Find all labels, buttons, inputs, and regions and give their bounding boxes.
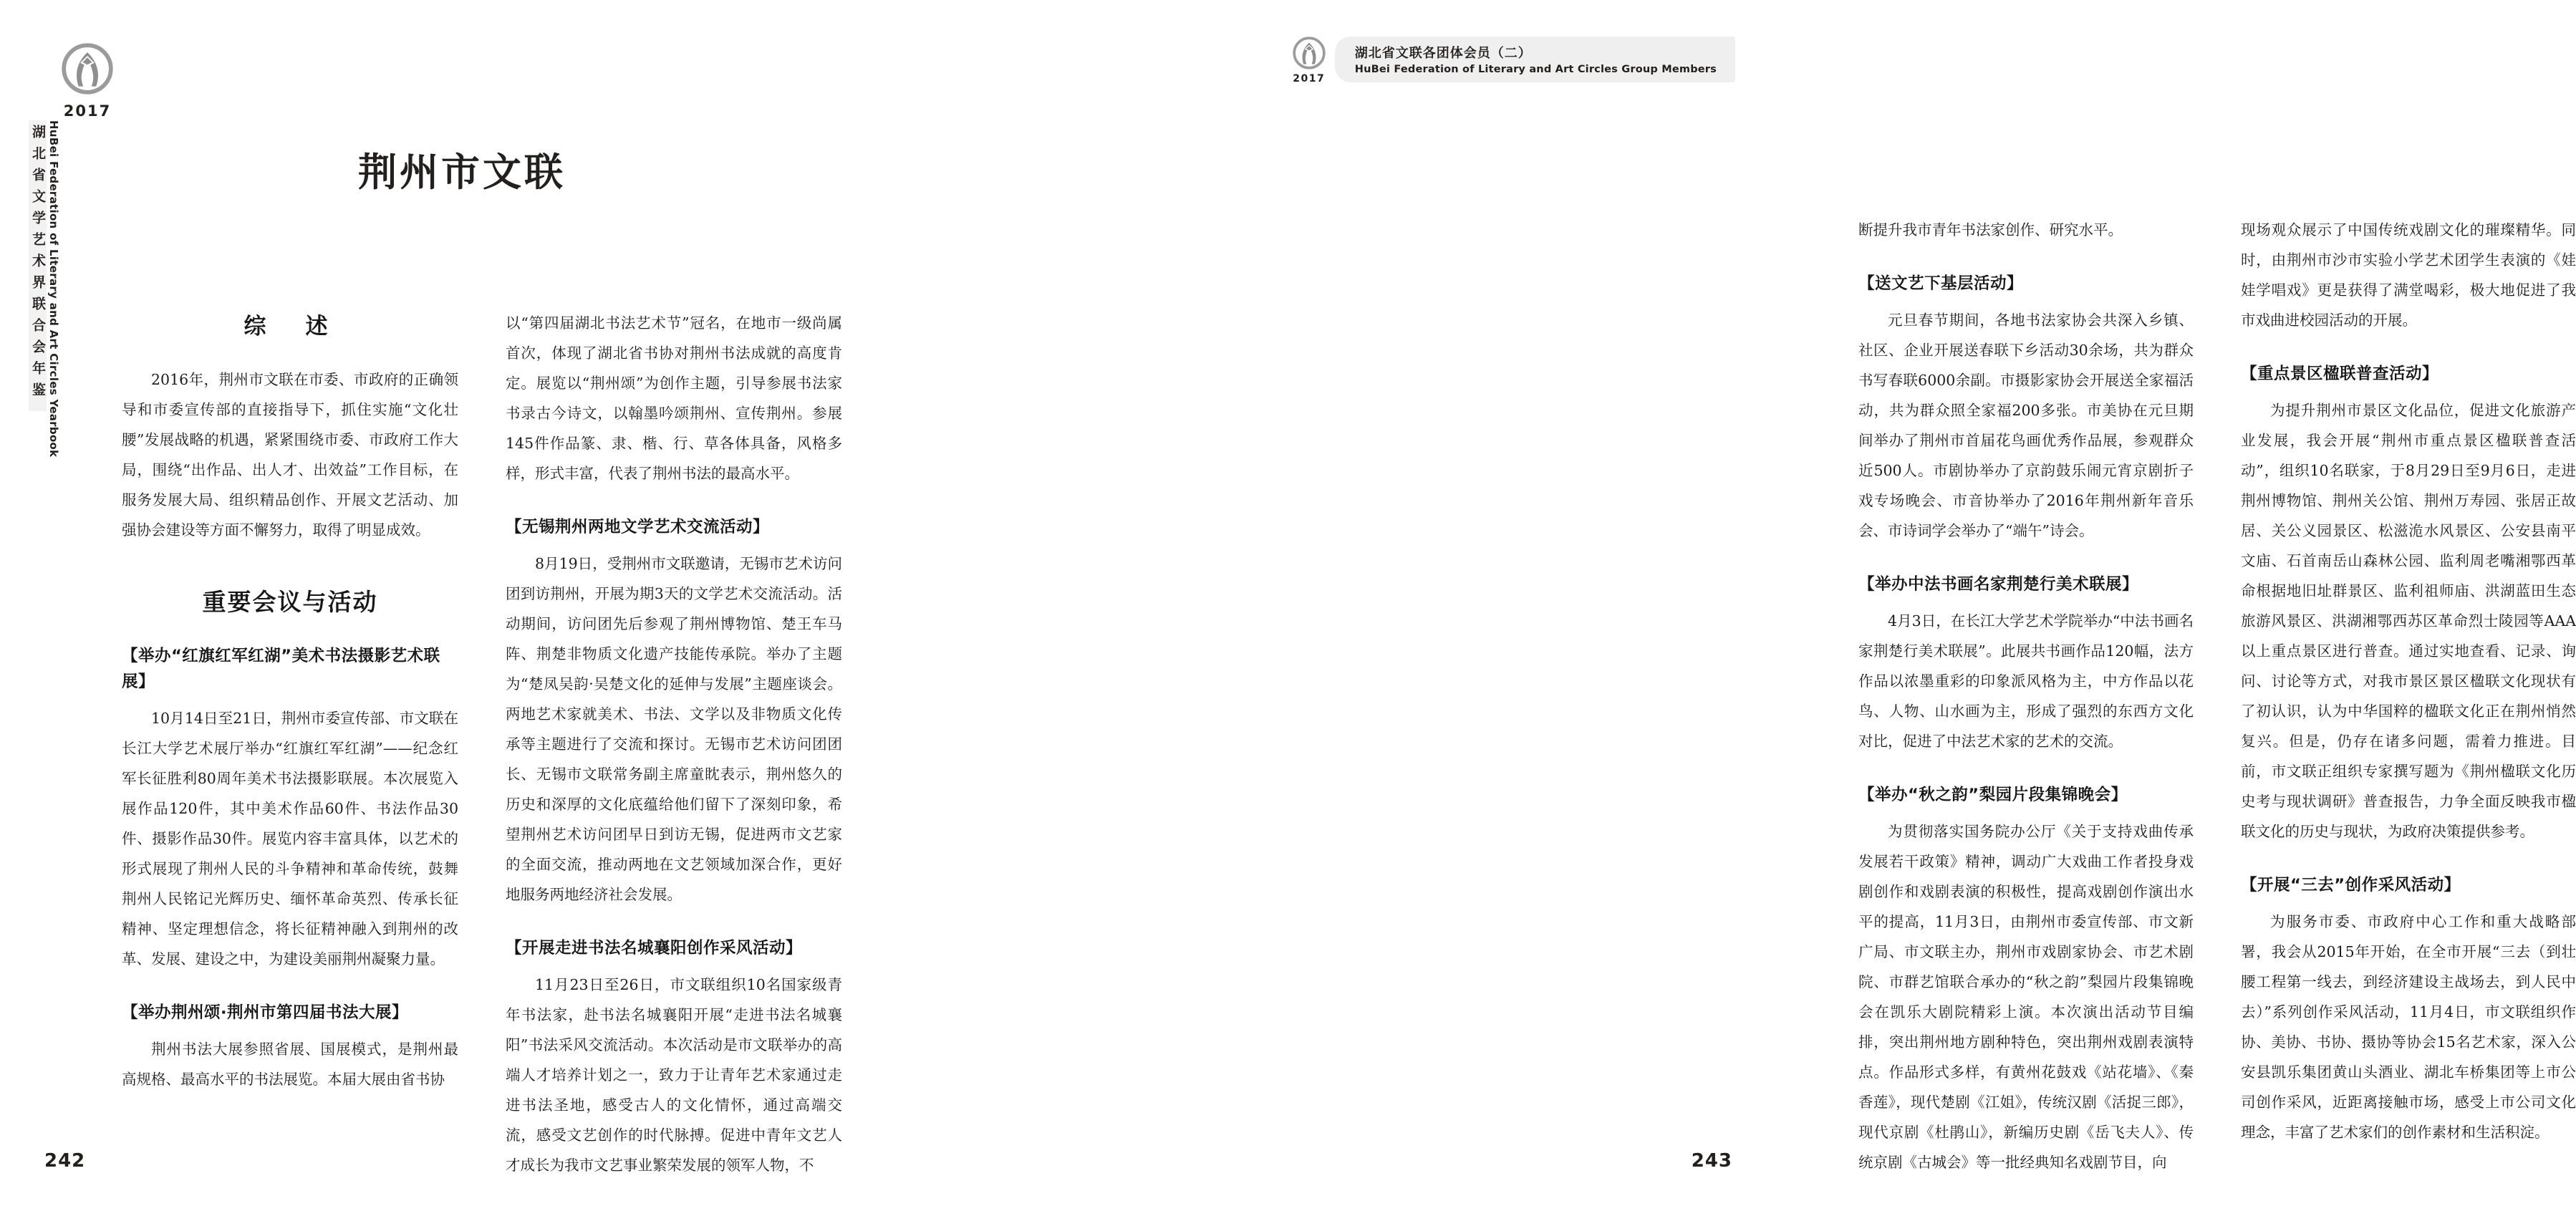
federation-emblem-icon-small — [1291, 34, 1328, 72]
series-title-cn: 湖北省文学艺术界联合会年鉴 — [29, 120, 47, 411]
right-page-columns — [1858, 215, 2576, 1177]
column-left-1 — [122, 308, 458, 1180]
heading-three-gos-campaign: 【开展“三去”创作采风活动】 — [2241, 876, 2461, 894]
running-head-title-en: HuBei Federation of Literary and Art Circles Group Members — [1354, 64, 1717, 75]
folio-page-number-right: 243 — [1691, 1150, 1732, 1172]
masthead-logo — [44, 39, 130, 120]
heading-overview: 综 述 — [243, 314, 337, 339]
heading-couplet-survey: 【重点景区楹联普查活动】 — [2241, 365, 2439, 383]
heading-wuxi-exchange: 【无锡荆州两地文学艺术交流活动】 — [506, 518, 770, 536]
paragraph-autumn-rhyme-continued: 现场观众展示了中国传统戏剧文化的璀璨精华。同时，由荆州市沙市实验小学艺术团学生表演的《娃娃学唱戏》更是获得了满堂喝彩，极大地促进了我市戏曲进校园活动的开展。 — [2241, 221, 2576, 329]
heading-xiangyang-trip: 【开展走进书法名城襄阳创作采风活动】 — [506, 939, 803, 957]
column-right-1 — [1858, 215, 2194, 1177]
paragraph-grassroots-arts: 元旦春节期间，各地书法家协会共深入乡镇、社区、企业开展送春联下乡活动30余场，共为群众书写春联6000余副。市摄影家协会开展送全家福活动，共为群众照全家福200多张。市美协在元旦期间举办了荆州市首届花鸟画优秀作品展，参观群众近500人。市剧协举办了京韵鼓乐闹元宵京剧折子戏专场晚会、市音协举办了2016年荆州新年音乐会、市诗词学会举办了“端午”诗会。 — [1858, 312, 2194, 539]
paragraph-xiangyang-trip: 11月23日至26日，市文联组织10名国家级青年书法家，赴书法名城襄阳开展“走进书法名城襄阳”书法采风交流活动。本次活动是市文联举办的高端人才培养计划之一，致力于让青年艺术家通过走进书法圣地，感受古人的文化情怀，通过高端交流，感受文艺创作的时代脉搏。促进中青年文艺人才成长为我市文艺事业繁荣发展的领军人物，不 — [506, 976, 842, 1174]
paragraph-autumn-rhyme-gala: 为贯彻落实国务院办公厅《关于支持戏曲传承发展若干政策》精神，调动广大戏曲工作者投身戏剧创作和戏剧表演的积极性，提高戏剧创作演出水平的提高，11月3日，由荆州市委宣传部、市文新广局、市文联主办，荆州市戏剧家协会、市艺术剧院、市群艺馆联合承办的“秋之韵”梨园片段集锦晚会在凯乐大剧院精彩上演。本次演出活动节目编排，突出荆州地方剧种特色，突出荆州戏剧表演特点。作品形式多样，有黄州花鼓戏《站花墙》、《秦香莲》，现代楚剧《江姐》，传统汉剧《活捉三郎》，现代京剧《杜鹃山》，新编历史剧《岳飞夫人》、传统京剧《古城会》等一批经典知名戏剧节目，向 — [1858, 823, 2194, 1171]
paragraph-sino-french-exhibition: 4月3日，在长江大学艺术学院举办“中法书画名家荆楚行美术联展”。此展共书画作品120幅，法方作品以浓墨重彩的印象派风格为主，中方作品以花鸟、人物、山水画为主，形成了强烈的东西方文化对比，促进了中法艺术家的艺术的交流。 — [1858, 612, 2194, 750]
federation-emblem-icon — [58, 39, 117, 98]
column-left-2 — [506, 308, 842, 1180]
column-right-2 — [2241, 215, 2576, 1177]
page-left — [0, 0, 888, 1206]
paragraph-xiangyang-continued: 断提升我市青年书法家创作、研究水平。 — [1858, 221, 2123, 238]
heading-major-activities: 重要会议与活动 — [202, 588, 378, 616]
paragraph-three-gos-campaign: 为服务市委、市政府中心工作和重大战略部署，我会从2015年开始，在全市开展“三去（到壮腰工程第一线去，到经济建设主战场去，到人民中去）”系列创作采风活动，11月4日，市文联组织作协、美协、书协、摄协等协会15名艺术家，深入公安县凯乐集团黄山头酒业、湖北车桥集团等上市公司创作采风，近距离接触市场，感受上市公司文化理念，丰富了艺术家们的创作素材和生活积淀。 — [2241, 913, 2576, 1141]
paragraph-overview: 2016年，荆州市文联在市委、市政府的正确领导和市委宣传部的直接指导下，抓住实施“文化壮腰”发展战略的机遇，紧紧围绕市委、市政府工作大局，围绕“出作品、出人才、出效益”工作目标，在服务发展大局、组织精品创作、开展文艺活动、加强协会建设等方面不懈努力，取得了明显成效。 — [122, 371, 458, 539]
paragraph-jingzhou-ode-continued: 以“第四届湖北书法艺术节”冠名，在地市一级尚属首次，体现了湖北省书协对荆州书法成就的高度肯定。展览以“荆州颂”为创作主题，引导参展书法家书录古今诗文，以翰墨吟颂荆州、宣传荆州。参展145件作品篆、隶、楷、行、草各体具备，风格多样，形式丰富，代表了荆州书法的最高水平。 — [506, 314, 842, 482]
heading-jingzhou-ode-exhibition: 【举办荆州颂·荆州市第四届书法大展】 — [122, 1003, 409, 1022]
series-title-en: HuBei Federation of Literary and Art Circles Yearbook — [47, 120, 60, 458]
running-head-plate — [1335, 37, 1735, 82]
page-right — [888, 0, 2576, 1206]
left-page-columns — [122, 308, 842, 1180]
running-head-year: 2017 — [1293, 73, 1326, 85]
running-head — [1291, 34, 1735, 85]
heading-sino-french-exhibition: 【举办中法书画名家荆楚行美术联展】 — [1858, 575, 2139, 594]
paragraph-jingzhou-ode-exhibition: 荆州书法大展参照省展、国展模式，是荆州最高规格、最高水平的书法展览。本届大展由省书协 — [122, 1041, 458, 1088]
page-title: 荆州市文联 — [358, 149, 566, 195]
heading-red-flag-exhibition: 【举办“红旗红军红湖”美术书法摄影艺术联展】 — [122, 647, 440, 691]
running-head-title-cn: 湖北省文联各团体会员（二） — [1354, 46, 1532, 61]
paragraph-red-flag-exhibition: 10月14日至21日，荆州市委宣传部、市文联在长江大学艺术展厅举办“红旗红军红湖”——纪念红军长征胜利80周年美术书法摄影联展。本次展览入展作品120件，其中美术作品60件、书法作品30件、摄影作品30件。展览内容丰富具体，以艺术的形式展现了荆州人民的斗争精神和革命传统，鼓舞荆州人民铭记光辉历史、缅怀革命英烈、传承长征精神、坚定理想信念，将长征精神融入到荆州的改革、发展、建设之中，为建设美丽荆州凝聚力量。 — [122, 710, 458, 968]
masthead-year: 2017 — [63, 102, 112, 120]
running-head-logo — [1291, 34, 1328, 85]
heading-autumn-rhyme-gala: 【举办“秋之韵”梨园片段集锦晚会】 — [1858, 786, 2128, 804]
vertical-series-strip — [29, 120, 59, 457]
paragraph-wuxi-exchange: 8月19日，受荆州市文联邀请，无锡市艺术访问团到访荆州，开展为期3天的文学艺术交流活动。活动期间，访问团先后参观了荆州博物馆、楚王车马阵、荆楚非物质文化遗产技能传承院。举办了主题为“楚凤吴韵·吴楚文化的延伸与发展”主题座谈会。两地艺术家就美术、书法、文学以及非物质文化传承等主题进行了交流和探讨。无锡市艺术访问团团长、无锡市文联常务副主席童眈表示，荆州悠久的历史和深厚的文化底蕴给他们留下了深刻印象，希望荆州艺术访问团早日到访无锡，促进两市文艺家的全面交流，推动两地在文艺领域加深合作，更好地服务两地经济社会发展。 — [506, 555, 842, 903]
folio-page-number-left: 242 — [44, 1150, 86, 1172]
paragraph-couplet-survey: 为提升荆州市景区文化品位，促进文化旅游产业发展，我会开展“荆州市重点景区楹联普查活动”，组织10名联家，于8月29日至9月6日，走进荆州博物馆、荆州关公馆、荆州万寿园、张居正故居、关公义园景区、松滋洈水风景区、公安县南平文庙、石首南岳山森林公园、监利周老嘴湘鄂西革命根据地旧址群景区、监利祖师庙、洪湖蓝田生态旅游风景区、洪湖湘鄂西苏区革命烈士陵园等AAA以上重点景区进行普查。通过实地查看、记录、询问、讨论等方式，对我市景区景区楹联文化现状有了初认识，认为中华国粹的楹联文化正在荆州悄然复兴。但是，仍存在诸多问题，需着力推进。目前，市文联正组织专家撰写题为《荆州楹联文化历史考与现状调研》普查报告，力争全面反映我市楹联文化的历史与现状，为政府决策提供参考。 — [2241, 402, 2576, 840]
heading-grassroots-arts: 【送文艺下基层活动】 — [1858, 274, 2024, 293]
